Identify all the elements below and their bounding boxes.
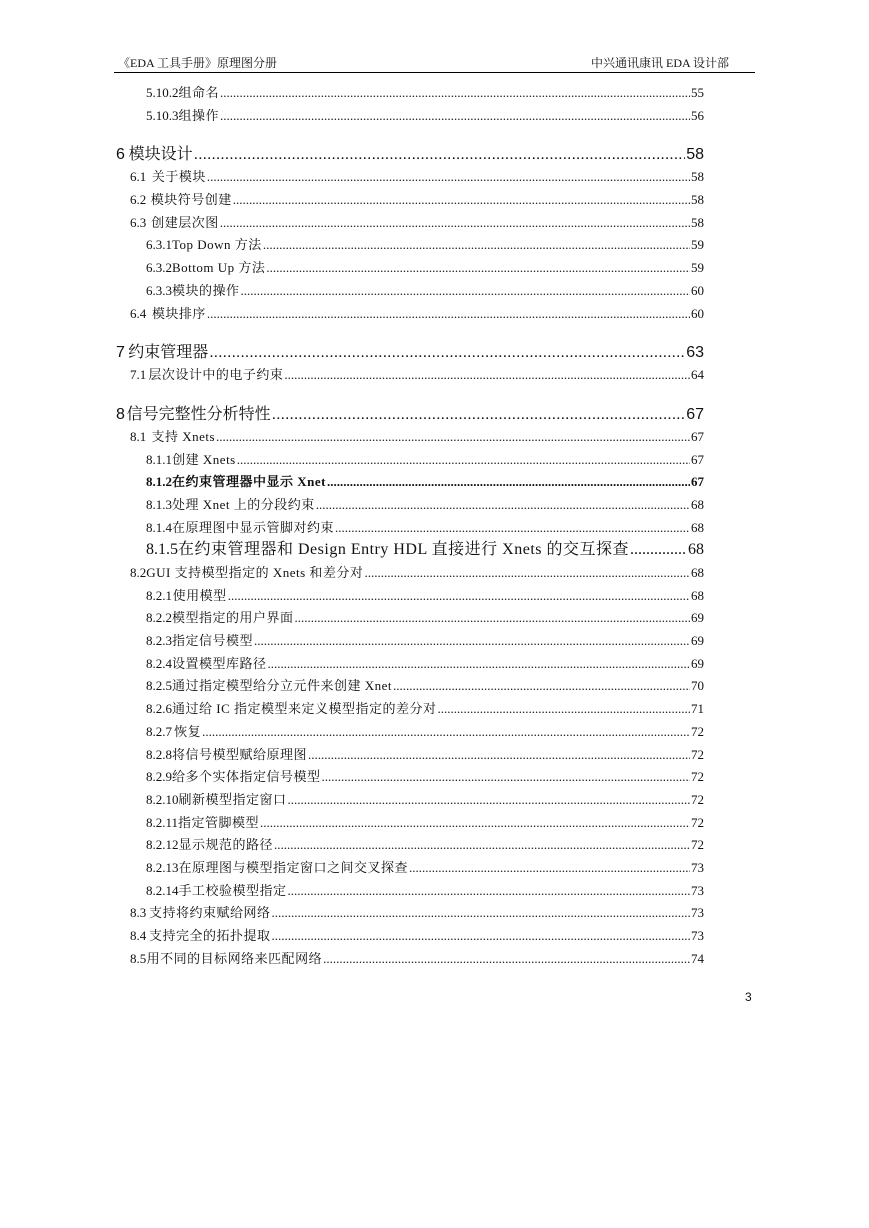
toc-entry-page: 58 xyxy=(691,214,704,230)
toc-entry[interactable] xyxy=(114,105,704,128)
toc-entry[interactable] xyxy=(114,471,704,494)
toc-entry-page: 60 xyxy=(691,282,704,298)
toc-entry-number: 8.2 xyxy=(130,565,147,580)
toc-dot-leader xyxy=(266,257,690,280)
toc-entry-page: 55 xyxy=(691,85,704,100)
toc-dot-leader xyxy=(207,166,690,189)
toc-dot-leader xyxy=(630,539,687,562)
toc-entry[interactable] xyxy=(114,834,704,857)
toc-entry-page: 72 xyxy=(691,769,704,785)
toc-entry-number: 8.1 xyxy=(130,428,147,444)
toc-entry-number: 8 xyxy=(116,405,125,423)
toc-entry-number: 8.1.1 xyxy=(146,451,172,467)
toc-dot-leader xyxy=(216,426,690,449)
toc-entry-page: 63 xyxy=(686,344,704,362)
toc-dot-leader xyxy=(288,789,690,812)
toc-entry[interactable] xyxy=(114,880,704,903)
toc-entry-number: 6.3 xyxy=(130,214,147,230)
toc-entry-number: 7.1 xyxy=(130,367,147,383)
toc-dot-leader xyxy=(237,449,690,472)
page-header xyxy=(114,54,755,72)
toc-entry[interactable] xyxy=(114,653,704,676)
toc-entry-title: 将信号模型赋给原理图 xyxy=(172,746,308,762)
toc-entry[interactable] xyxy=(114,280,704,303)
toc-dot-leader xyxy=(220,82,690,105)
toc-entry-number: 6.3.1 xyxy=(146,237,172,253)
toc-entry-page: 58 xyxy=(691,169,704,185)
toc-entry-title: 模块符号创建 xyxy=(150,192,232,208)
toc-dot-leader xyxy=(288,880,690,903)
toc-entry-number: 6.4 xyxy=(130,305,147,321)
toc-entry[interactable] xyxy=(114,630,704,653)
toc-dot-leader xyxy=(327,471,690,494)
toc-entry-title: 模块的操作 xyxy=(172,282,240,298)
toc-entry-title: 在原理图与模型指定窗口之间交叉探查 xyxy=(178,859,409,875)
header-divider xyxy=(114,72,755,73)
toc-entry-title: 在原理图中显示管脚对约束 xyxy=(172,519,335,535)
toc-entry-page: 67 xyxy=(686,405,704,423)
toc-entry-page: 68 xyxy=(688,541,704,559)
toc-entry-title: 在约束管理器中显示 Xnet xyxy=(172,474,326,490)
toc-entry-title: 创建 Xnets xyxy=(172,451,236,467)
toc-entry-title: 指定信号模型 xyxy=(172,633,254,649)
toc-entry-title: 通过给 IC 指定模型来定义模型指定的差分对 xyxy=(172,701,437,717)
toc-dot-leader xyxy=(316,494,690,517)
toc-dot-leader xyxy=(393,675,690,698)
toc-entry-number: 7 xyxy=(116,344,125,362)
toc-dot-leader xyxy=(209,342,685,364)
toc-entry[interactable] xyxy=(114,144,704,166)
toc-entry-page: 59 xyxy=(691,260,704,276)
toc-dot-leader xyxy=(409,857,690,880)
toc-entry-page: 67 xyxy=(691,451,704,467)
toc-entry-page: 69 xyxy=(691,655,704,671)
toc-entry-title: 在约束管理器和 Design Entry HDL 直接进行 Xnets 的交互探查 xyxy=(178,541,629,559)
toc-entry-page: 71 xyxy=(691,701,704,717)
toc-entry[interactable] xyxy=(114,342,704,364)
toc-entry-title: 支持 Xnets xyxy=(151,428,216,444)
toc-entry[interactable] xyxy=(114,585,704,608)
toc-dot-leader xyxy=(295,607,690,630)
toc-dot-leader xyxy=(271,925,690,948)
toc-entry-title: 创建层次图 xyxy=(151,214,219,230)
toc-entry-title: 支持将约束赋给网络 xyxy=(148,905,271,921)
toc-dot-leader xyxy=(274,834,690,857)
toc-entry[interactable] xyxy=(114,166,704,189)
toc-dot-leader xyxy=(241,280,690,303)
toc-entry-page: 69 xyxy=(691,633,704,649)
toc-entry-title: 模型指定的用户界面 xyxy=(172,610,294,626)
toc-entry-page: 72 xyxy=(691,814,704,830)
toc-dot-leader xyxy=(271,902,690,925)
toc-entry-number: 6 xyxy=(116,146,125,164)
toc-dot-leader xyxy=(233,189,690,212)
toc-entry-title: 模块设计 xyxy=(128,146,193,164)
toc-entry-number: 8.1.3 xyxy=(146,496,172,512)
toc-entry[interactable] xyxy=(114,303,704,326)
toc-dot-leader xyxy=(284,364,690,387)
toc-entry-number: 6.3.2 xyxy=(146,260,172,276)
toc-entry[interactable] xyxy=(114,562,704,585)
toc-entry-page: 72 xyxy=(691,723,704,739)
toc-entry-page: 58 xyxy=(686,146,704,164)
toc-entry-page: 60 xyxy=(691,305,704,321)
toc-entry-number: 8.1.4 xyxy=(146,519,172,535)
toc-entry-page: 58 xyxy=(691,192,704,208)
toc-entry-number: 6.2 xyxy=(130,192,147,208)
table-of-contents xyxy=(114,82,704,970)
toc-entry-title: 给多个实体指定信号模型 xyxy=(172,769,321,785)
toc-dot-leader xyxy=(272,404,686,426)
toc-entry-title: 组操作 xyxy=(178,107,220,123)
toc-entry[interactable] xyxy=(114,766,704,789)
toc-entry[interactable] xyxy=(114,948,704,971)
toc-entry-number: 5.10.3 xyxy=(146,107,179,123)
toc-entry-page: 72 xyxy=(691,837,704,853)
header-document-title: 《EDA 工具手册》原理图分册 xyxy=(118,56,278,70)
toc-entry-page: 72 xyxy=(691,791,704,807)
toc-entry-title: GUI 支持模型指定的 Xnets 和差分对 xyxy=(146,565,364,580)
toc-entry-page: 73 xyxy=(691,928,704,943)
toc-entry-number: 8.2.9 xyxy=(146,769,172,785)
toc-dot-leader xyxy=(322,766,690,789)
toc-entry-number: 8.2.7 xyxy=(146,723,172,739)
toc-dot-leader xyxy=(194,144,686,166)
toc-entry-title: 处理 Xnet 上的分段约束 xyxy=(172,496,315,512)
toc-entry-page: 56 xyxy=(691,107,704,123)
toc-dot-leader xyxy=(364,562,690,585)
toc-entry-title: 刷新模型指定窗口 xyxy=(178,791,287,807)
toc-entry-page: 64 xyxy=(691,367,704,383)
toc-entry-number: 8.1.2 xyxy=(146,474,172,490)
toc-entry[interactable] xyxy=(114,721,704,744)
page-number: 3 xyxy=(745,990,752,1004)
toc-entry-number: 8.2.13 xyxy=(146,859,179,875)
toc-entry[interactable] xyxy=(114,404,704,426)
toc-entry[interactable] xyxy=(114,234,704,257)
toc-entry-title: 用不同的目标网络来匹配网络 xyxy=(146,950,323,966)
toc-entry-number: 8.2.3 xyxy=(146,633,172,649)
toc-entry-number: 8.2.8 xyxy=(146,746,172,762)
toc-entry-page: 67 xyxy=(691,428,704,444)
toc-dot-leader xyxy=(438,698,690,721)
toc-entry-title: 信号完整性分析特性 xyxy=(126,405,271,423)
toc-entry[interactable] xyxy=(114,812,704,835)
toc-entry-number: 8.2.2 xyxy=(146,610,172,626)
toc-entry-page: 68 xyxy=(691,496,704,512)
toc-entry[interactable] xyxy=(114,744,704,767)
toc-entry[interactable] xyxy=(114,517,704,540)
toc-dot-leader xyxy=(263,234,690,257)
toc-entry-title: 层次设计中的电子约束 xyxy=(148,367,284,383)
toc-entry-number: 8.2.11 xyxy=(146,814,179,830)
toc-entry[interactable] xyxy=(114,607,704,630)
toc-entry[interactable] xyxy=(114,902,704,925)
toc-entry-page: 68 xyxy=(691,519,704,535)
toc-entry[interactable] xyxy=(114,189,704,212)
toc-dot-leader xyxy=(220,212,690,235)
toc-dot-leader xyxy=(254,630,690,653)
toc-entry-title: 使用模型 xyxy=(172,587,227,603)
toc-dot-leader xyxy=(308,744,690,767)
toc-entry-number: 6.3.3 xyxy=(146,282,172,298)
toc-entry[interactable] xyxy=(114,857,704,880)
toc-entry-title: Top Down 方法 xyxy=(172,237,262,253)
toc-entry-page: 68 xyxy=(691,587,704,603)
toc-dot-leader xyxy=(228,585,690,608)
toc-dot-leader xyxy=(220,105,690,128)
toc-entry-number: 8.5 xyxy=(130,950,147,966)
toc-entry-page: 67 xyxy=(691,474,704,490)
toc-entry-number: 8.3 xyxy=(130,905,147,921)
toc-entry-number: 8.2.6 xyxy=(146,701,172,717)
toc-entry[interactable] xyxy=(114,82,704,105)
toc-entry-title: 模块排序 xyxy=(151,305,206,321)
toc-entry-title: 通过指定模型给分立元件来创建 Xnet xyxy=(172,678,393,694)
toc-entry[interactable] xyxy=(114,675,704,698)
toc-entry-title: 支持完全的拓扑提取 xyxy=(148,928,271,943)
toc-entry-number: 8.4 xyxy=(130,928,147,943)
toc-entry-number: 8.1.5 xyxy=(146,541,178,559)
toc-entry-title: 关于模块 xyxy=(151,169,206,185)
toc-entry-number: 5.10.2 xyxy=(146,85,179,100)
toc-entry-title: 设置模型库路径 xyxy=(172,655,267,671)
toc-entry-page: 73 xyxy=(691,882,704,898)
toc-entry-title: 恢复 xyxy=(174,723,202,739)
toc-entry[interactable] xyxy=(114,539,704,562)
toc-dot-leader xyxy=(207,303,690,326)
toc-entry-title: Bottom Up 方法 xyxy=(172,260,266,276)
toc-dot-leader xyxy=(202,721,690,744)
toc-entry-title: 约束管理器 xyxy=(128,344,209,362)
toc-entry-page: 73 xyxy=(691,859,704,875)
toc-entry-number: 8.2.5 xyxy=(146,678,172,694)
toc-dot-leader xyxy=(323,948,690,971)
toc-entry[interactable] xyxy=(114,426,704,449)
toc-entry-title: 手工校验模型指定 xyxy=(178,882,287,898)
toc-dot-leader xyxy=(260,812,690,835)
toc-entry-title: 指定管脚模型 xyxy=(178,814,260,830)
toc-dot-leader xyxy=(335,517,690,540)
toc-entry[interactable] xyxy=(114,364,704,387)
toc-entry-number: 8.2.4 xyxy=(146,655,172,671)
toc-entry[interactable] xyxy=(114,925,704,948)
toc-entry-page: 72 xyxy=(691,746,704,762)
toc-entry[interactable] xyxy=(114,698,704,721)
toc-entry[interactable] xyxy=(114,212,704,235)
header-department: 中兴通讯康讯 EDA 设计部 xyxy=(590,56,729,70)
toc-entry-page: 70 xyxy=(691,678,704,694)
toc-entry[interactable] xyxy=(114,494,704,517)
toc-entry[interactable] xyxy=(114,449,704,472)
toc-entry[interactable] xyxy=(114,257,704,280)
toc-entry-page: 74 xyxy=(691,950,704,966)
toc-entry-number: 8.2.14 xyxy=(146,882,179,898)
toc-entry-page: 68 xyxy=(691,565,704,580)
toc-entry-number: 6.1 xyxy=(130,169,147,185)
toc-entry-page: 59 xyxy=(691,237,704,253)
toc-entry-number: 8.2.12 xyxy=(146,837,179,853)
toc-entry[interactable] xyxy=(114,789,704,812)
toc-entry-page: 69 xyxy=(691,610,704,626)
toc-entry-number: 8.2.10 xyxy=(146,791,179,807)
toc-entry-title: 显示规范的路径 xyxy=(178,837,274,853)
toc-entry-number: 8.2.1 xyxy=(146,587,172,603)
toc-entry-title: 组命名 xyxy=(178,85,220,100)
toc-dot-leader xyxy=(268,653,690,676)
toc-entry-page: 73 xyxy=(691,905,704,921)
